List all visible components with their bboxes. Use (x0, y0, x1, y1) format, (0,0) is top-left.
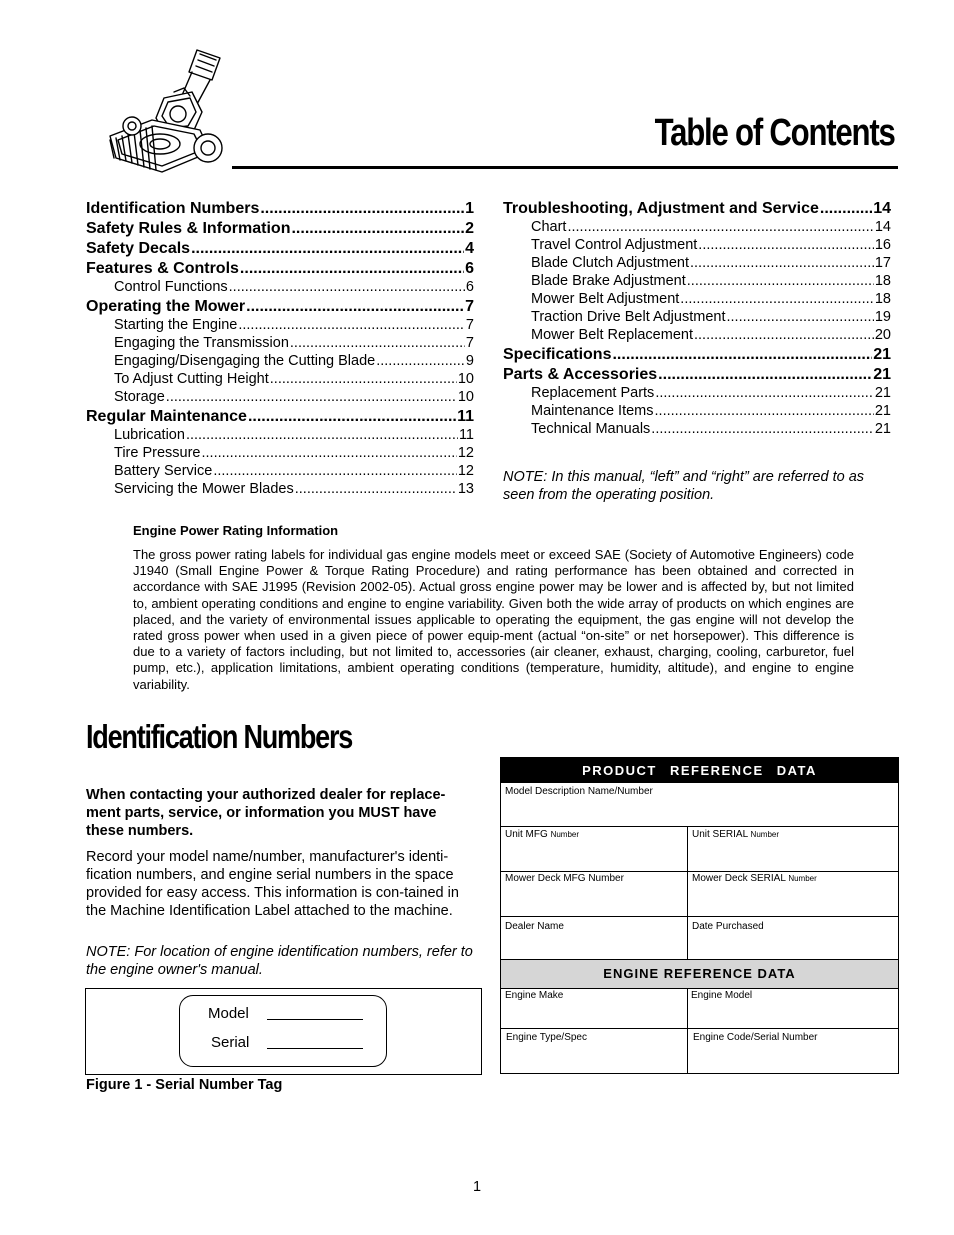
toc-leader-dots (246, 297, 464, 316)
toc-leader-dots (651, 420, 874, 438)
toc-subentry (503, 326, 891, 344)
toc-entry-page: 6 (465, 260, 474, 277)
toc-subentry (503, 384, 891, 402)
toc-entry-label: Operating the Mower (86, 298, 246, 315)
toc-subentry (503, 420, 891, 438)
toc-entry-page: 2 (465, 220, 474, 237)
toc-entry-page: 21 (873, 346, 891, 363)
deck-serial-cell: Mower Deck SERIAL Number (692, 873, 817, 884)
toc-leader-dots (248, 407, 456, 426)
toc-entry-label: Mower Belt Adjustment (531, 291, 680, 307)
toc-subentry (86, 388, 474, 406)
toc-subentry (86, 352, 474, 370)
toc-entry-page: 14 (874, 219, 891, 235)
tag-serial-label: Serial (211, 1034, 250, 1051)
product-reference-table (500, 757, 899, 1074)
toc-entry-page: 7 (465, 317, 474, 333)
toc-leader-dots (820, 199, 872, 218)
toc-entry-label: Safety Rules & Information (86, 220, 291, 237)
toc-subentry (86, 370, 474, 388)
toc-left-column (86, 198, 474, 498)
toc-subentry (86, 480, 474, 498)
toc-leader-dots (694, 326, 874, 344)
toc-title: Table of Contents (655, 112, 895, 154)
toc-entry-page: 18 (874, 291, 891, 307)
engine-type-cell: Engine Type/Spec (506, 1032, 587, 1043)
toc-subentry (86, 444, 474, 462)
toc-entry-label: Traction Drive Belt Adjustment (531, 309, 726, 325)
toc-entry (86, 219, 474, 238)
toc-entry-page: 21 (874, 385, 891, 401)
toc-right-column (503, 198, 891, 438)
mower-illustration (92, 40, 242, 180)
toc-leader-dots (201, 444, 456, 462)
page-number: 1 (472, 1179, 482, 1195)
toc-entry (503, 199, 891, 218)
toc-subentry (503, 254, 891, 272)
identification-intro: When contacting your authorized dealer for replace-ment parts, service, or information you MUST have these numbers. (86, 787, 446, 839)
dealer-name-cell: Dealer Name (505, 921, 564, 932)
toc-note: NOTE: In this manual, “left” and “right” are referred to as seen from the operating position. (503, 469, 865, 503)
toc-entry-label: Blade Brake Adjustment (531, 273, 686, 289)
toc-entry-label: Regular Maintenance (86, 408, 247, 425)
column-divider (687, 988, 688, 1073)
toc-entry-page: 13 (457, 481, 474, 497)
unit-mfg-cell: Unit MFG Number (505, 829, 580, 840)
toc-leader-dots (290, 334, 465, 352)
toc-leader-dots (726, 308, 873, 326)
row-divider (501, 871, 898, 872)
toc-leader-dots (295, 480, 457, 498)
toc-entry (86, 297, 474, 316)
toc-entry-page: 19 (874, 309, 891, 325)
toc-entry-page: 6 (465, 279, 474, 295)
toc-subentry (503, 272, 891, 290)
toc-leader-dots (240, 259, 464, 278)
engine-model-cell: Engine Model (691, 990, 753, 1001)
toc-entry-page: 21 (874, 421, 891, 437)
toc-leader-dots (612, 345, 872, 364)
toc-entry-label: Servicing the Mower Blades (114, 481, 294, 497)
toc-leader-dots (567, 218, 873, 236)
toc-entry-label: Features & Controls (86, 260, 239, 277)
toc-subentry (503, 402, 891, 420)
toc-subentry (503, 236, 891, 254)
toc-entry-label: Starting the Engine (114, 317, 238, 333)
toc-entry-label: Tire Pressure (114, 445, 201, 461)
toc-entry-page: 11 (457, 408, 474, 425)
toc-entry-page: 4 (465, 240, 474, 257)
tag-serial-line (267, 1034, 363, 1049)
engine-make-cell: Engine Make (505, 990, 564, 1001)
toc-entry-page: 16 (874, 237, 891, 253)
toc-entry (503, 345, 891, 364)
model-description-cell: Model Description Name/Number (505, 786, 653, 797)
toc-leader-dots (658, 365, 872, 384)
toc-entry-page: 9 (465, 353, 474, 369)
toc-leader-dots (186, 426, 458, 444)
tag-model-line (267, 1005, 363, 1020)
toc-entry-page: 12 (457, 445, 474, 461)
toc-entry-label: Troubleshooting, Adjustment and Service (503, 200, 819, 217)
toc-entry-page: 7 (465, 298, 474, 315)
toc-leader-dots (698, 236, 874, 254)
toc-entry-label: Engaging/Disengaging the Cutting Blade (114, 353, 376, 369)
toc-subentry (86, 334, 474, 352)
toc-entry (86, 239, 474, 258)
tag-model-label: Model (208, 1005, 249, 1022)
toc-entry-label: Replacement Parts (531, 385, 655, 401)
toc-leader-dots (270, 370, 457, 388)
toc-leader-dots (376, 352, 465, 370)
toc-leader-dots (655, 384, 874, 402)
toc-subentry (86, 278, 474, 296)
row-divider (501, 916, 898, 917)
toc-entry-label: Mower Belt Replacement (531, 327, 693, 343)
serial-tag-figure (85, 988, 482, 1075)
toc-entry-page: 12 (457, 463, 474, 479)
toc-leader-dots (260, 199, 464, 218)
toc-subentry (503, 290, 891, 308)
toc-entry-label: Maintenance Items (531, 403, 654, 419)
toc-leader-dots (680, 290, 874, 308)
toc-entry-label: Safety Decals (86, 240, 191, 257)
toc-entry-page: 20 (874, 327, 891, 343)
identification-note: NOTE: For location of engine identification numbers, refer to the engine owner's manual. (86, 944, 473, 978)
toc-entry-label: Lubrication (114, 427, 185, 443)
figure-caption: Figure 1 - Serial Number Tag (86, 1077, 283, 1093)
toc-entry-label: Parts & Accessories (503, 366, 658, 383)
toc-entry-label: Storage (114, 389, 165, 405)
toc-entry-label: Chart (531, 219, 567, 235)
toc-entry-page: 10 (457, 371, 474, 387)
serial-tag (179, 995, 387, 1067)
row-divider (501, 826, 898, 827)
date-purchased-cell: Date Purchased (692, 921, 764, 932)
toc-entry-page: 10 (457, 389, 474, 405)
toc-entry-label: Engaging the Transmission (114, 335, 289, 351)
toc-subentry (86, 462, 474, 480)
toc-entry-label: Identification Numbers (86, 200, 260, 217)
identification-title: Identification Numbers (86, 718, 353, 755)
toc-entry-label: To Adjust Cutting Height (114, 371, 269, 387)
toc-entry-label: Technical Manuals (531, 421, 651, 437)
toc-entry-label: Battery Service (114, 463, 213, 479)
toc-leader-dots (687, 272, 874, 290)
toc-subentry (503, 218, 891, 236)
toc-entry (86, 259, 474, 278)
toc-entry-page: 18 (874, 273, 891, 289)
toc-entry-page: 7 (465, 335, 474, 351)
toc-leader-dots (655, 402, 874, 420)
toc-entry-page: 11 (458, 427, 474, 443)
product-reference-header: PRODUCT REFERENCE DATA (501, 758, 898, 783)
unit-serial-cell: Unit SERIAL Number (692, 829, 779, 840)
toc-entry-page: 21 (873, 366, 891, 383)
toc-leader-dots (229, 278, 465, 296)
toc-subentry (86, 426, 474, 444)
engine-power-body: The gross power rating labels for individual gas engine models meet or exceed SAE (Society of Automotive Engineers) code J1940 (Small Engine Power & Torque Rating Procedure) and rating performance has been obtained and corrected in accordance with SAE J1995 (Revision 2002-05). Actual gross engine power may be lower and is affected by, but not limited to, ambient operating conditions and engine to engine variability. Given both the wide array of products on which engines are placed, and the variety of environmental issues applicable to operating the equipment, the gas engine will not develop the rated gross power when used in a given piece of power equip-ment (actual “on-site” or net horsepower). This difference is due to a variety of factors including, but not limited to, accessories (air cleaner, exhaust, charging, cooling, carburetor, fuel pump, etc.), application limitations, ambient operating conditions (temperature, humidity, altitude), and engine to engine variability. (133, 547, 854, 692)
toc-entry-page: 21 (874, 403, 891, 419)
toc-entry-page: 14 (873, 200, 891, 217)
toc-entry-label: Control Functions (114, 279, 228, 295)
toc-subentry (86, 316, 474, 334)
toc-entry-label: Specifications (503, 346, 612, 363)
toc-leader-dots (291, 219, 464, 238)
engine-power-heading: Engine Power Rating Information (133, 523, 339, 538)
toc-entry (86, 407, 474, 426)
toc-subentry (503, 308, 891, 326)
title-rule (232, 166, 898, 169)
toc-leader-dots (166, 388, 457, 406)
toc-leader-dots (690, 254, 874, 272)
identification-body: Record your model name/number, manufacturer's identi-fication numbers, and engine serial numbers in the space provided for easy access. This information is con-tained in the Machine Identification Label attached to the machine. (86, 849, 459, 919)
toc-entry-page: 17 (874, 255, 891, 271)
toc-entry-label: Travel Control Adjustment (531, 237, 698, 253)
deck-mfg-cell: Mower Deck MFG Number (505, 873, 624, 884)
engine-reference-header: ENGINE REFERENCE DATA (501, 959, 898, 989)
toc-leader-dots (191, 239, 464, 258)
toc-entry-page: 1 (465, 200, 474, 217)
toc-leader-dots (213, 462, 457, 480)
toc-entry-label: Blade Clutch Adjustment (531, 255, 689, 271)
row-divider (501, 1028, 898, 1029)
column-divider (687, 826, 688, 959)
engine-code-cell: Engine Code/Serial Number (693, 1032, 818, 1043)
toc-entry (503, 365, 891, 384)
toc-leader-dots (238, 316, 465, 334)
toc-entry (86, 199, 474, 218)
